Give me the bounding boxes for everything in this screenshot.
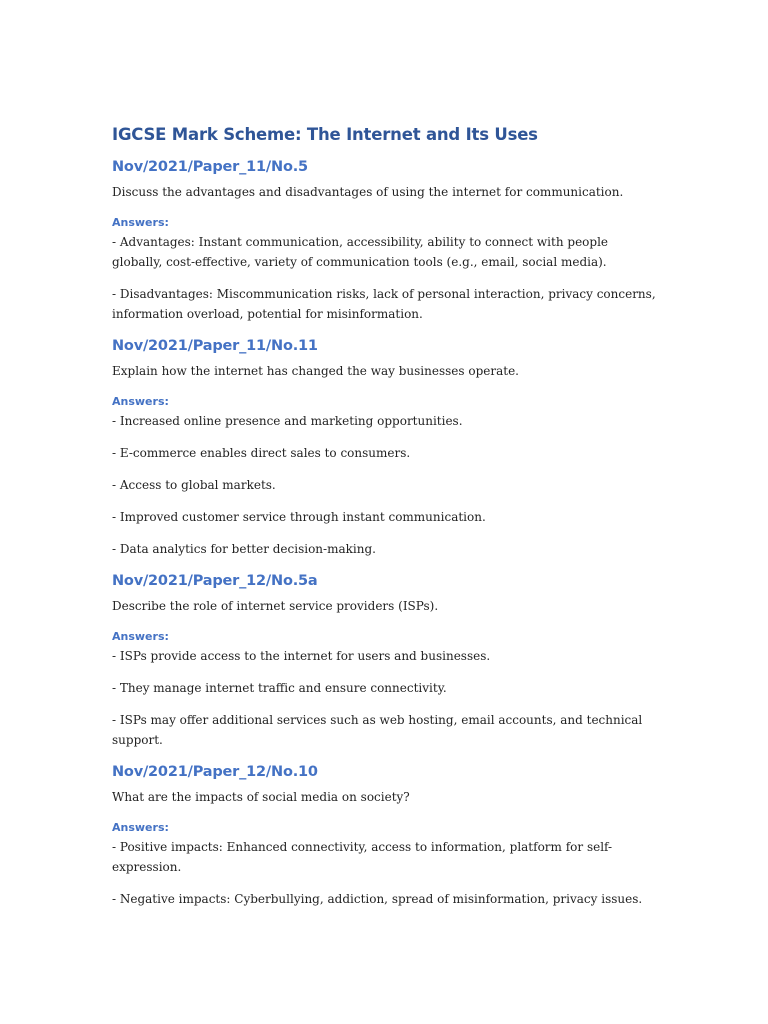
answer-item: - Access to global markets.	[112, 478, 276, 492]
question-section	[112, 336, 660, 559]
answer-item: - Advantages: Instant communication, accessibility, ability to connect with people globally, cost-effective, variety of communication tools (e.g., email, social media).	[112, 235, 609, 269]
question-heading: Nov/2021/Paper_11/No.11	[112, 338, 318, 354]
question-text: Explain how the internet has changed the way businesses operate.	[112, 364, 519, 378]
answers-label: Answers:	[112, 395, 169, 408]
question-section	[112, 157, 660, 324]
answer-item: - Data analytics for better decision-making.	[112, 542, 376, 556]
answer-item: - Positive impacts: Enhanced connectivity, access to information, platform for self-expression.	[112, 840, 613, 874]
answer-item: - They manage internet traffic and ensure connectivity.	[112, 681, 447, 695]
answers-list	[112, 411, 660, 559]
answer-item: - ISPs provide access to the internet for users and businesses.	[112, 649, 491, 663]
document-title: IGCSE Mark Scheme: The Internet and Its Uses	[112, 125, 538, 144]
question-text: Describe the role of internet service providers (ISPs).	[112, 599, 439, 613]
question-text: Discuss the advantages and disadvantages of using the internet for communication.	[112, 185, 624, 199]
answer-item: - E-commerce enables direct sales to consumers.	[112, 446, 411, 460]
question-heading: Nov/2021/Paper_12/No.5a	[112, 573, 318, 589]
answer-item: - Improved customer service through instant communication.	[112, 510, 486, 524]
answer-item: - Increased online presence and marketing opportunities.	[112, 414, 463, 428]
question-heading: Nov/2021/Paper_12/No.10	[112, 764, 318, 780]
question-text: What are the impacts of social media on society?	[112, 790, 410, 804]
answer-item: - ISPs may offer additional services such as web hosting, email accounts, and technical support.	[112, 713, 643, 747]
answer-item: - Disadvantages: Miscommunication risks, lack of personal interaction, privacy concerns, information overload, potential for misinformation.	[112, 287, 656, 321]
question-section	[112, 571, 660, 750]
question-section	[112, 762, 660, 909]
answers-list	[112, 837, 660, 909]
answer-item: - Negative impacts: Cyberbullying, addiction, spread of misinformation, privacy issues.	[112, 892, 643, 906]
document-page	[112, 124, 660, 921]
answers-label: Answers:	[112, 216, 169, 229]
answers-list	[112, 232, 660, 324]
question-heading: Nov/2021/Paper_11/No.5	[112, 159, 308, 175]
answers-list	[112, 646, 660, 750]
answers-label: Answers:	[112, 821, 169, 834]
answers-label: Answers:	[112, 630, 169, 643]
